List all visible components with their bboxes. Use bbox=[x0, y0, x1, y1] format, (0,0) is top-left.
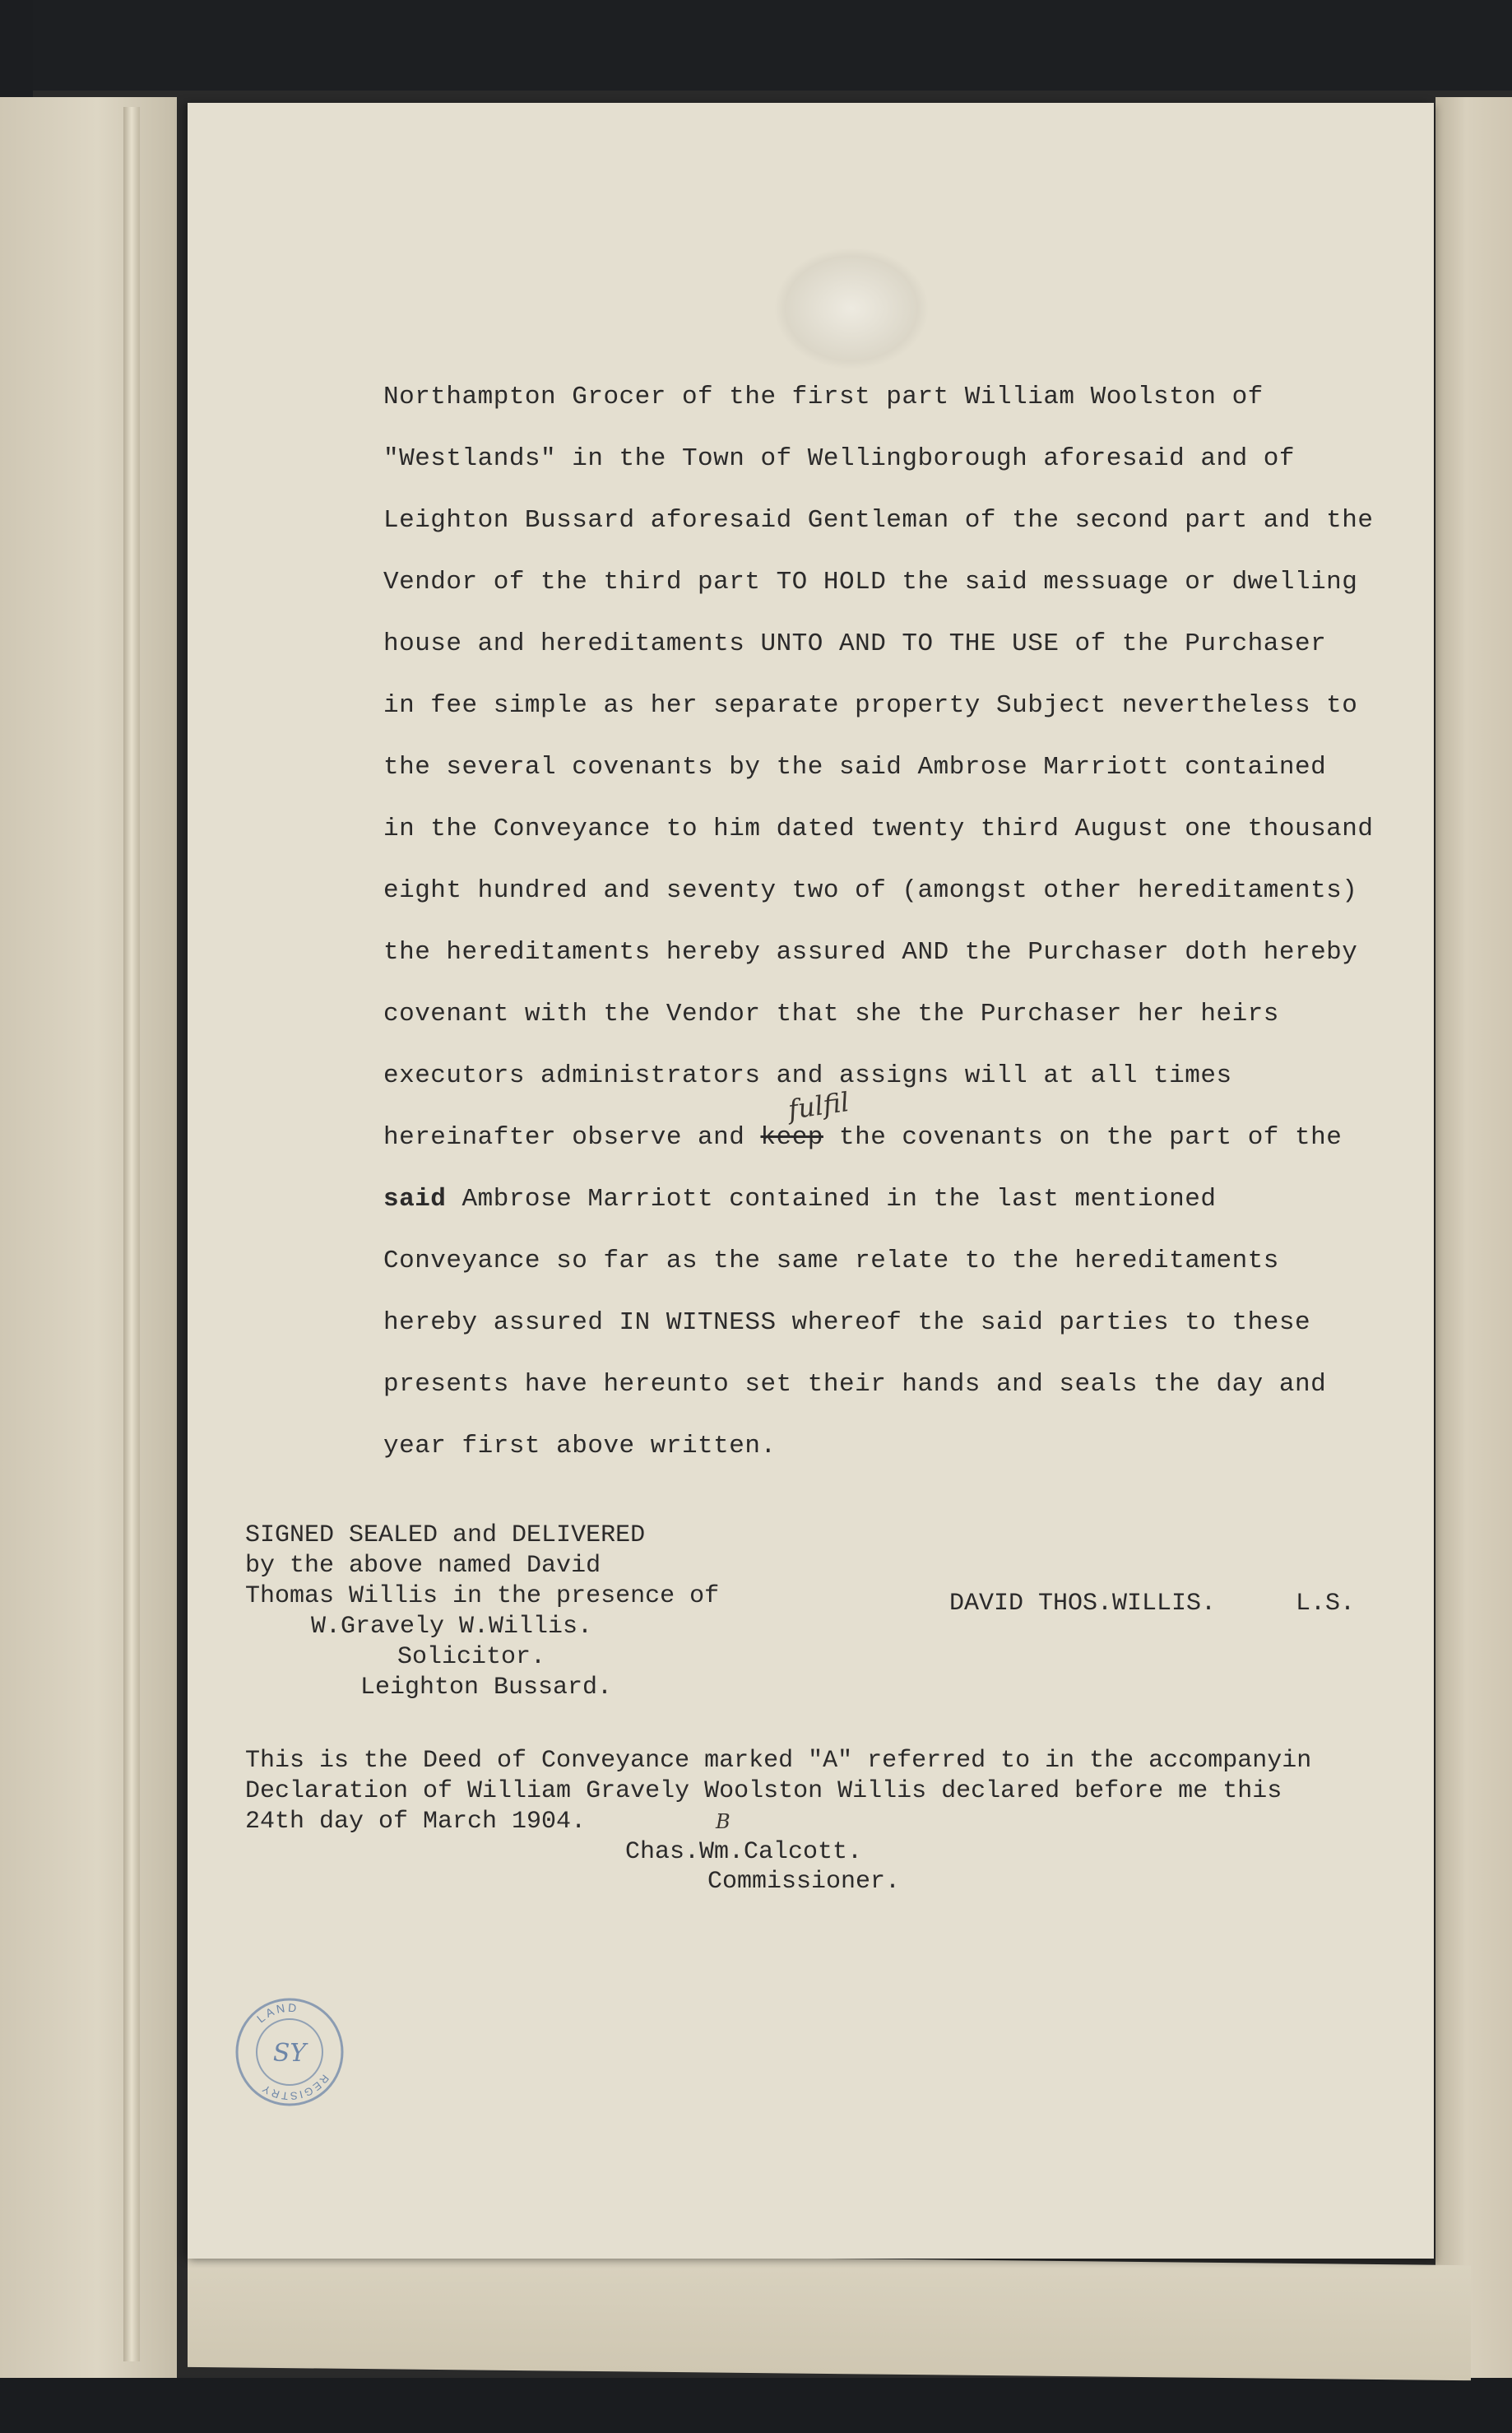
previous-leaf bbox=[0, 97, 177, 2384]
body-line-rest: Ambrose Marriott contained in the last mentioned bbox=[446, 1185, 1217, 1214]
body-line: executors administrators and assigns will at all times bbox=[383, 1061, 1232, 1090]
stamp-monogram: SY bbox=[272, 2039, 307, 2068]
body-line: "Westlands" in the Town of Wellingborough aforesaid and of bbox=[383, 444, 1295, 473]
handwritten-insertion: fulfil bbox=[786, 1086, 851, 1126]
body-line: covenant with the Vendor that she the Purchaser her heirs bbox=[383, 1000, 1279, 1028]
commissioner-signature: Chas.Wm.Calcott. bbox=[625, 1838, 863, 1866]
body-line: in the Conveyance to him dated twenty third August one thousand bbox=[383, 815, 1374, 843]
signing-line: by the above named David bbox=[245, 1552, 601, 1580]
body-line: in fee simple as her separate property Subject nevertheless to bbox=[383, 691, 1358, 720]
sheet-fold bbox=[188, 2252, 1471, 2380]
body-line: eight hundred and seventy two of (amongst other hereditaments) bbox=[383, 876, 1358, 905]
embossed-seal bbox=[773, 247, 930, 370]
signatory-name: DAVID THOS.WILLIS. bbox=[949, 1590, 1217, 1618]
body-line: Vendor of the third part TO HOLD the said messuage or dwelling bbox=[383, 568, 1358, 597]
declaration-line: This is the Deed of Conveyance marked "A" referred to in the accompanyin bbox=[245, 1747, 1312, 1775]
body-line: Northampton Grocer of the first part William Woolston of bbox=[383, 383, 1264, 411]
body-line: house and hereditaments UNTO AND TO THE USE of the Purchaser bbox=[383, 629, 1327, 658]
body-line-amended bbox=[383, 1117, 1469, 1179]
overtyped-word: said bbox=[383, 1185, 447, 1214]
body-line: Conveyance so far as the same relate to the hereditaments bbox=[383, 1247, 1279, 1275]
body-line: the hereditaments hereby assured AND the Purchaser doth hereby bbox=[383, 938, 1358, 967]
handwritten-mark: B bbox=[716, 1810, 730, 1833]
signing-line: SIGNED SEALED and DELIVERED bbox=[245, 1521, 646, 1549]
witness-occupation: Solicitor. bbox=[397, 1643, 546, 1671]
amended-line-end: the covenants on the part of the bbox=[823, 1123, 1343, 1152]
body-line: hereby assured IN WITNESS whereof the said parties to these bbox=[383, 1308, 1311, 1337]
signing-line: Thomas Willis in the presence of bbox=[245, 1582, 720, 1610]
witness-name: W.Gravely W.Willis. bbox=[311, 1613, 593, 1641]
declaration-line: 24th day of March 1904. bbox=[245, 1808, 587, 1836]
amended-line-start: hereinafter observe and bbox=[383, 1123, 761, 1152]
body-line bbox=[383, 1179, 1469, 1241]
body-line: the several covenants by the said Ambrose Marriott contained bbox=[383, 753, 1327, 782]
declaration-line: Declaration of William Gravely Woolston Willis declared before me this bbox=[245, 1777, 1282, 1805]
declaration-text bbox=[245, 1746, 1430, 1837]
body-line: presents have hereunto set their hands and seals the day and bbox=[383, 1370, 1327, 1399]
stamp-bottom-text: REGISTRY bbox=[258, 2072, 332, 2103]
binding-top bbox=[0, 0, 1512, 91]
seal-mark: L.S. bbox=[1296, 1590, 1356, 1618]
binding-bottom bbox=[0, 2378, 1512, 2433]
previous-leaf-edge bbox=[123, 107, 140, 2361]
land-registry-stamp bbox=[233, 1995, 346, 2109]
commissioner-title: Commissioner. bbox=[707, 1868, 901, 1896]
svg-text:REGISTRY bbox=[259, 2073, 332, 2103]
body-line: Leighton Bussard aforesaid Gentleman of the second part and the bbox=[383, 506, 1374, 535]
stamp-top-text: LAND bbox=[254, 2000, 300, 2026]
witness-address: Leighton Bussard. bbox=[360, 1674, 613, 1702]
signing-clause bbox=[245, 1521, 719, 1703]
struck-word: keep bbox=[760, 1123, 823, 1152]
deed-body bbox=[383, 377, 1469, 1488]
body-line: year first above written. bbox=[383, 1432, 777, 1460]
